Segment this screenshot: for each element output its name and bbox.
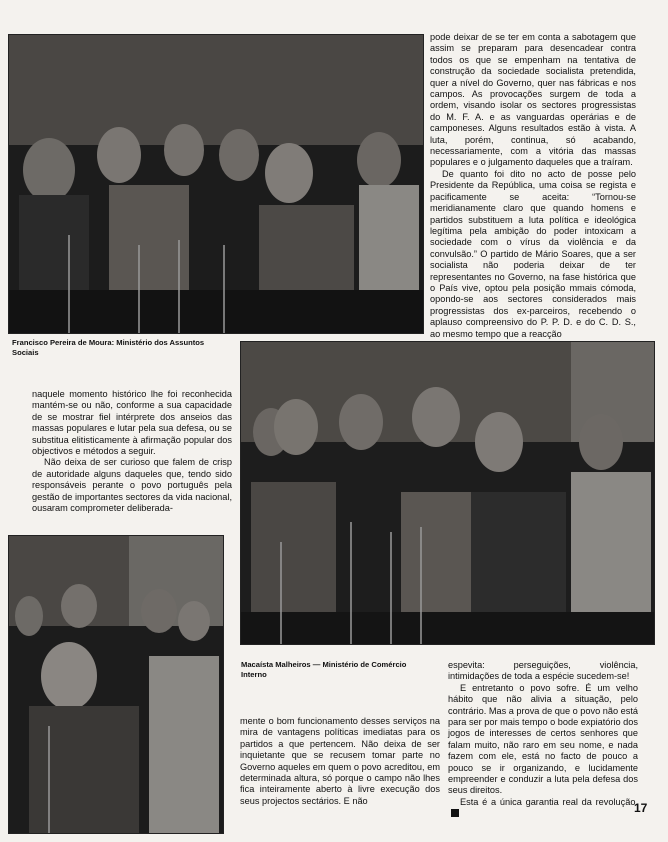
paragraph: naquele momento histórico lhe foi reconhecida mantém-se ou não, conforme a sua capacidade de se mostrar fiel intérprete dos anseios das massas populares e lutar pela sua defesa, ou se substitua elitisticamente à afirmação popular dos objectivos e métodos a seguir. — [32, 389, 232, 457]
paragraph: E entretanto o povo sofre. É um velho hábito que não alivia a situação, pelo contrário. Mas a prova de que o povo não está para ser por mais tempo o bode expiatório dos jogos de interesses de certos senhores que falam muito, não raro em seu nome, e nada fazem com ele, está no facto de pouco a pouco se ir organizando, e lucidamente empreender e conduzir a luta pela defesa dos seus direitos. — [448, 682, 638, 796]
photo-press-conference-middle — [240, 341, 655, 645]
photo-press-conference-top — [8, 34, 424, 334]
end-of-article-mark — [451, 809, 459, 817]
caption-photo-2: Macaísta Malheiros — Ministério de Comércio Interno — [241, 660, 407, 679]
text-column-left-middle — [32, 389, 232, 514]
paragraph: mente o bom funcionamento desses serviços na mira de vantagens políticas imediatas para os partidos a que pertencem. Não deixa de ser inquietante que se recusem tomar parte no Governo aqueles em quem o povo acreditou, em determinada altura, só porque o campo não lhes fica inteiramente aberto à livre execução dos seus projectos sectários. E não — [240, 716, 440, 806]
paragraph: pode deixar de se ter em conta a sabotagem que assim se preparam para desencadear contra todos os que se empenham na tentativa de construção da sociedade socialista pretendida, quer a nível do Governo, quer nas fábricas e nos campos. As provocações surgem de toda a ordem, visando isolar os sectores progressistas do M. F. A. e as vanguardas operárias e de camponeses. Alguns resultados estão à vista. A luta, porém, continua, só acabando, necessariamente, com a vitória das massas populares e o julgamento daqueles que a traíram. — [430, 32, 636, 168]
text-column-right-top — [430, 32, 636, 340]
paragraph: espevita: perseguições, violência, intimidações de toda a espécie sucedem-se! — [448, 660, 638, 682]
page-number: 17 — [634, 801, 648, 815]
paragraph: Não deixa de ser curioso que falem de crisp de autoridade alguns daqueles que, tendo sido responsáveis perante o povo português pela gestão de importantes sectores da vida nacional, ousaram comprometer deliberada- — [32, 457, 232, 514]
closing-paragraph — [448, 797, 638, 820]
paragraph: De quanto foi dito no acto de posse pelo Presidente da República, uma coisa se regista e pacificamente se aceita: “Tornou-se meridianamente claro que quando homens e partidos substituem a luta política e ideológica legítima pela ambição do poder intoxicam a sociedade com o vírus da violência e da convulsão.” O partido de Mário Soares, que a ser socialista não poderia deixar de ter representantes no Governo, na fase histórica que o País vive, optou pela posição mmais cómoda, opondo-se aos sectores considerados mais progressistas dos ex-parceiros, recebendo o aplauso compreensivo do P. P. D. e do C. D. S., ao mesmo tempo que a reacção — [430, 168, 636, 339]
closing-sentence: Esta é a única garantia real da revolução. — [460, 796, 638, 807]
caption-photo-1: Francisco Pereira de Moura: Ministério dos Assuntos Sociais — [12, 338, 205, 357]
text-column-right-bottom — [448, 660, 638, 820]
text-column-middle-bottom — [240, 716, 440, 807]
photo-minister-speaking — [8, 535, 224, 834]
